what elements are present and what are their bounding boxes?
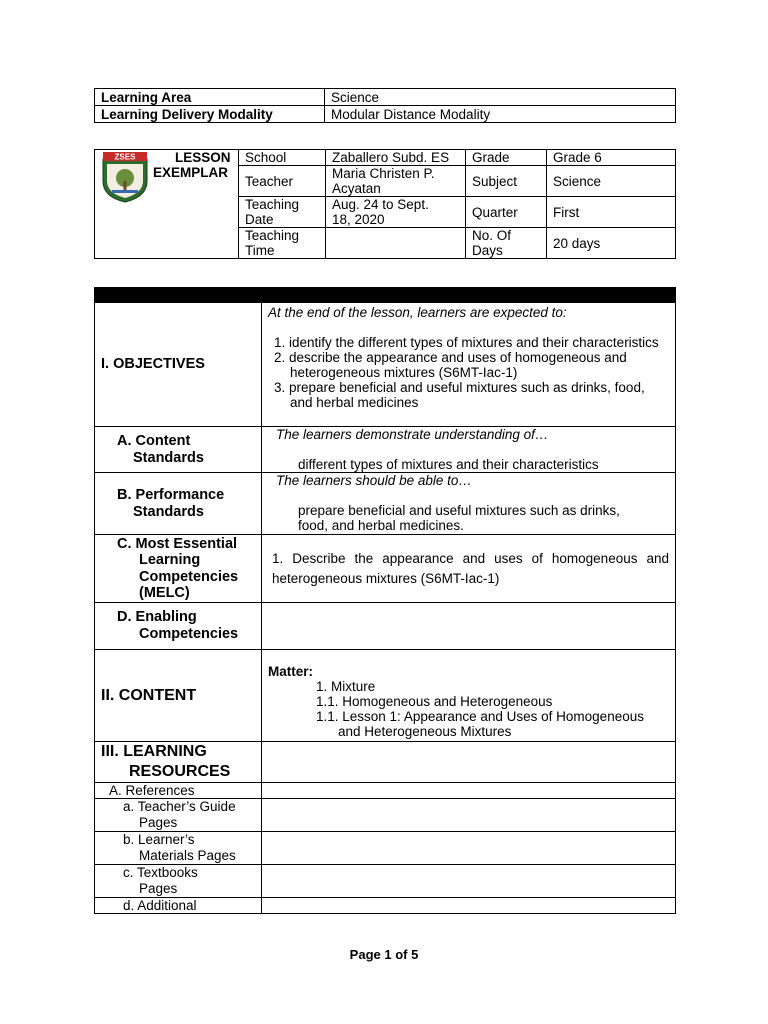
quarter-label: Quarter [466,197,547,228]
exemplar-title: EXEMPLAR [153,165,229,180]
teacher-value: Maria Christen P. Acyatan [326,166,466,197]
objective-item: 1. identify the different types of mixtures and their characteristics [274,335,659,350]
modality-label: Learning Delivery Modality [95,106,325,123]
learning-area-value: Science [325,89,676,106]
additional-cell [262,898,676,914]
content-line: 1.1. Homogeneous and Heterogeneous [316,694,553,709]
lesson-title: LESSON [175,150,231,165]
teachers-guide-label: a. Teacher’s Guide Pages [95,799,262,832]
resources-cell [262,742,676,783]
grade-value: Grade 6 [547,150,676,166]
melc-text: 1. Describe the appearance and uses of homogeneous and heterogeneous mixtures (S6MT-Iac-1) [262,535,676,603]
content-cell [262,650,676,742]
school-value: Zaballero Subd. ES [326,150,466,166]
logo-text: ZSES [114,152,136,162]
learning-area-label: Learning Area [95,89,325,106]
subject-value: Science [547,166,676,197]
lesson-table [94,287,676,914]
objectives-cell [262,303,676,427]
melc-label: C. Most Essential Learning Competencies (MELC) [95,535,262,603]
time-value [326,228,466,259]
performance-standards-intro: The learners should be able to… [276,473,472,488]
performance-standards-cell [262,473,676,535]
performance-standards-text: prepare beneficial and useful mixtures such as drinks, food, and herbal medicines. [298,503,620,533]
date-label: Teaching Date [239,197,326,228]
school-label: School [239,150,326,166]
subject-label: Subject [466,166,547,197]
objective-item: 3. prepare beneficial and useful mixtures such as drinks, food, and herbal medicines [274,380,645,410]
references-cell [262,783,676,799]
content-line: 1. Mixture [316,679,376,694]
modality-value: Modular Distance Modality [325,106,676,123]
additional-label: d. Additional [95,898,262,914]
school-seal-icon [100,151,150,203]
content-standards-label: A. Content Standards [95,427,262,473]
objective-item: 2. describe the appearance and uses of homogeneous and heterogeneous mixtures (S6MT-Iac-1) [274,350,627,380]
exemplar-table [94,149,676,259]
time-label: Teaching Time [239,228,326,259]
enabling-label: D. Enabling Competencies [95,603,262,650]
teachers-guide-cell [262,799,676,832]
references-label: A. References [95,783,262,799]
table-header-bar [95,288,676,303]
days-label: No. Of Days [466,228,547,259]
date-value: Aug. 24 to Sept. 18, 2020 [326,197,466,228]
page-number: Page 1 of 5 [349,947,419,962]
content-standards-cell [262,427,676,473]
header-table [94,88,676,123]
resources-label: III. LEARNING RESOURCES [95,742,262,783]
learners-materials-cell [262,832,676,865]
content-label: II. CONTENT [95,650,262,742]
exemplar-title-cell [95,150,239,259]
textbooks-cell [262,865,676,898]
objectives-intro: At the end of the lesson, learners are expected to: [268,305,567,320]
content-heading: Matter: [268,664,314,679]
objectives-label: I. OBJECTIVES [95,303,262,427]
textbooks-label: c. Textbooks Pages [95,865,262,898]
learners-materials-label: b. Learner’s Materials Pages [95,832,262,865]
quarter-value: First [547,197,676,228]
teacher-label: Teacher [239,166,326,197]
content-standards-text: different types of mixtures and their characteristics [298,457,599,472]
enabling-cell [262,603,676,650]
days-value: 20 days [547,228,676,259]
content-line: 1.1. Lesson 1: Appearance and Uses of Homogeneous [316,709,644,724]
content-line: and Heterogeneous Mixtures [338,724,512,739]
school-logo [100,151,150,203]
grade-label: Grade [466,150,547,166]
performance-standards-label: B. Performance Standards [95,473,262,535]
content-standards-intro: The learners demonstrate understanding of… [276,427,549,442]
